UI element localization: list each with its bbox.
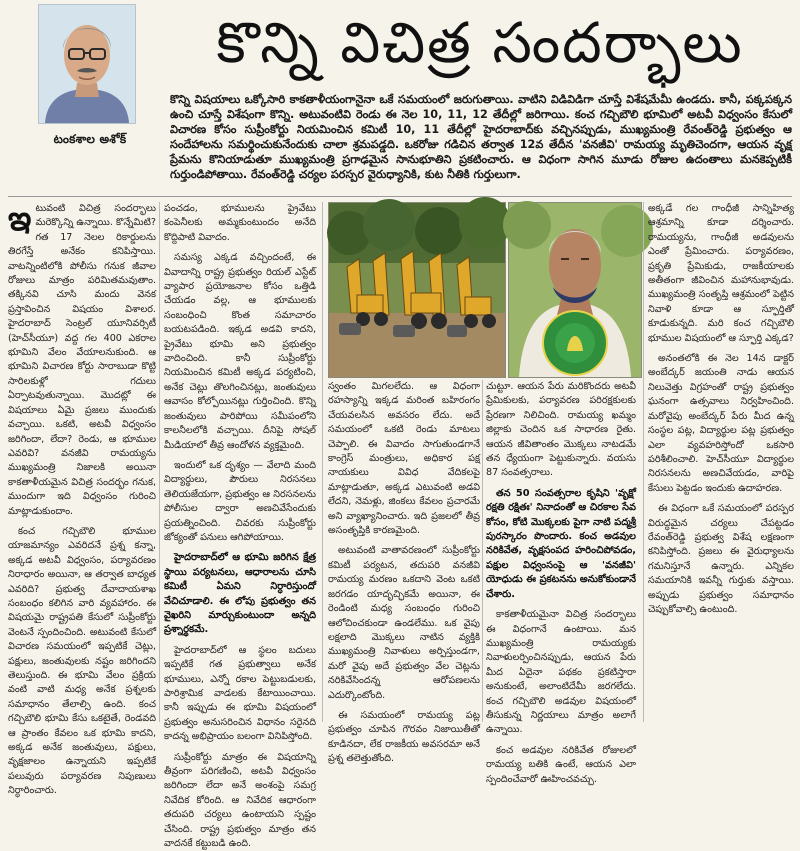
column-5 xyxy=(648,202,794,722)
intro-divider xyxy=(8,196,792,197)
paragraph: స్వంతం మిగలలేదు. ఆ విధంగా రహస్యాన్ని ఇక్కడ మరింత బహిరంగం చేయవలసిన అవసరం లేదు. అదే సమయంలో ఒకటి రెండు మాటలు చెప్పాలి. ఈ వివాదం సాగుతుండగానే కాంగ్రెస్ మంత్రులు, అధికార పక్ష నాయకులు వివిధ వేదికలపై మాట్లాడుతూ, అక్కడ ఎటువంటి అడవి లేదని, నెమళ్లు, జింకలు కేవలం ప్రచారమే అని వ్యాఖ్యానించారు. ఇది ప్రజలలో తీవ్ర అసంతృప్తికి కారణమైంది. xyxy=(328,381,480,537)
column-2 xyxy=(164,202,316,850)
paragraph: ఈ సమయంలో రామయ్య పట్ల ప్రభుత్వం చూపిన గౌరవం నిజాయితీతో కూడినదా, లేక రాజకీయ అవసరమా అనే ప్రశ్న తలెత్తుతోంది. xyxy=(328,709,480,765)
article-headline: కొన్ని విచిత్ర సందర్భాలు xyxy=(216,11,744,76)
paragraph: అనంతలోకి ఈ నెల 14న డాక్టర్ అంబేద్కర్ జయంతి నాడు ఆయన నిలువెత్తు విగ్రహంతో రాష్ట్ర ప్రభుత్వం ఘనంగా ఉత్సవాలు నిర్వహించింది. మరోవైపు అంబేద్కర్ పేరు మీద ఉన్న సంస్థల పట్ల, విద్యార్థుల పట్ల ప్రభుత్వం ఎలా వ్యవహరిస్తోందో ఒకసారి పరిశీలించాలి. హెచ్‌సీయూ విద్యార్థుల నిరసనలను అణచివేయడం, వారిపై కేసులు పెట్టడం ఇందుకు ఉదాహరణ. xyxy=(648,353,794,494)
paragraph: అక్కడే గల గాంధీజీ సాన్నిహిత్య ఆశ్రమాన్ని కూడా దర్శించారు. రామయ్యను, గాంధీజీ అడవులను ఎంతో ప్రేమించారు. పర్యావరణం, ప్రకృతి ప్రేమికుడు, రాజకీయాలకు అతీతంగా జీవించిన మహానుభావుడు. ముఖ్యమంత్రి సంతృప్తి ఆశ్రమంలో పెట్టిన నివాళి కూడా ఆ స్ఫూర్తితో కూడుకున్నది. మరి కంచ గచ్చిబౌలి భూముల విషయంలో ఆ స్ఫూర్తి ఎక్కడ? xyxy=(648,203,794,344)
column-divider xyxy=(322,202,323,722)
paragraph: సమస్య ఎక్కడ వచ్చిందంటే, ఈ వివాదాన్ని రాష్ట్ర ప్రభుత్వం రియల్ ఎస్టేట్ వ్యాపార ప్రయోజనాల కోసం ఒత్తిడి చేయడం వల్ల, ఆ భూములకు సంబంధించి కొంత సమాచారం బయటపడింది. ఇక్కడ అడవి కాదని, ప్రైవేటు భూమి అని ప్రభుత్వం వాదించింది. కానీ సుప్రీంకోర్టు నియమించిన కమిటీ అక్కడ పర్యటించి, అనేక చెట్లు తొలగించినట్లు, జంతువులు ఆవాసం కోల్పోయినట్లు గుర్తించింది. కొన్ని జంతువులు పారిపోయి సమీపంలోని కాలనీలలోకి వచ్చాయి. దీనిపై సోషల్ మీడియాలో తీవ్ర ఆందోళన వ్యక్తమైంది. xyxy=(164,252,316,451)
paragraph: చుట్టూ. ఆయన పేరు మరికొందరు అటవీ ప్రేమికులకు, పర్యావరణ పరిరక్షకులకు ప్రేరణగా నిలిచింది. రామయ్య ఖమ్మం జిల్లాకు చెందిన ఒక సాధారణ రైతు. ఆయన జీవితాంతం మొక్కలు నాటడమే తన ధ్యేయంగా పెట్టుకున్నారు. వయసు 87 సంవత్సరాలు. xyxy=(486,381,636,479)
paragraph: ఇందులో ఒక దృశ్యం — వేలాది మంది విద్యార్థులు, పౌరులు నిరసనలు తెలియజేయగా, ప్రభుత్వం ఆ నిరసనలను పోలీసుల ద్వారా అణచివేసేందుకు ప్రయత్నించింది. చివరకు సుప్రీంకోర్టు జోక్యంతో పనులు ఆగిపోయాయి. xyxy=(164,459,316,543)
column-divider xyxy=(159,202,160,722)
highlight-paragraph: హైదరాబాద్‌లో ఆ భూమి జరిగిన క్షేత్ర స్థాయి పర్యటనలు, ఆధారాలను చూసి కమిటీ ఏమని నిర్ధారిస్తుందో వేచిచూడాలి. ఈ లోపు ప్రభుత్వం తన వైఖరిని మార్చుకుంటుందా అన్నది ప్రశ్నార్థకమే. xyxy=(164,552,316,636)
paragraph: కాకతాళీయమైనా విచిత్ర సందర్భాలు ఈ విధంగానే ఉంటాయి. మన ముఖ్యమంత్రి రామయ్యకు నివాళులర్పించినప్పుడు, ఆయన పేరు మీద ఏదైనా పథకం ప్రకటిస్తారా అనుకుంటే, అలాంటిదేమీ జరగలేదు. కంచ గచ్చిబౌలి అడవుల విషయంలో తీసుకున్న నిర్ణయాలు మాత్రం అలాగే ఉన్నాయి. xyxy=(486,609,636,736)
paragraph: కంచ అడవుల నరికివేత రోజులలో రామయ్య బతికి ఉంటే, ఆయన ఎలా స్పందించేవారో ఊహించవచ్చు. xyxy=(486,744,636,785)
paragraph: ఇటువంటి విచిత్ర సందర్భాలు మరెక్కొన్ని ఉన్నాయి. కొన్నేమిటి? గత 17 నెలల రికార్డులను తిరగేస్తే అనేకం కనిపిస్తాయి. వాటన్నింటిలోకి పోలీసు గనుక జీవాల రోజులు మాత్రం పరిమితమవుతాం. తక్కినవి చూసి మందు వెనక ప్రస్తావించిన విషయం విశాలర. హైదరాబాద్ సెంట్రల్ యూనివర్సిటీ (హెచ్‌సీయూ) వద్ద గల 400 ఎకరాల భూమిని వేలం వేయాలనుకుంది. ఆ భూమిని విచారణ కోర్టు సారాబుడా కొట్టి సారిలకుళ్లో గదులు ఏర్పాటవుతున్నాయి. మొదట్లో ఈ విషయాలు ఏమై ప్రజలు ముందుకు వచ్చాయి. ఒకటి, అటవీ విధ్వంసం జరిగిందా, లేదా? రెండు, ఆ భూముల ఎవరివి? వనజీవి రామయ్యను ముఖ్యమంత్రి నిజాలకి అయినా కాకతాళీయమైన విచిత్ర సందర్భం గనుక, ముందుగా ఇది విధ్వంసం గురించి మాట్లాడుకుందాం. xyxy=(8,199,156,517)
paragraph: అటువంటి వాతావరణంలో సుప్రీంకోర్టు కమిటీ పర్యటన, తదుపరి వనజీవి రామయ్య మరణం ఒకదాని వెంట ఒకటి జరగడం యాదృచ్ఛికమే అయినా, ఈ రెండింటి మధ్య సంబంధం గురించి ఆలోచించకుండా ఉండలేము. ఒక వైపు లక్షలాది మొక్కలు నాటిన వ్యక్తికి ముఖ్యమంత్రి నివాళులు అర్పిస్తుండగా, మరో వైపు అదే ప్రభుత్వం వేల చెట్లను నరికివేసిందన్న ఆరోపణలను ఎదుర్కొంటోంది. xyxy=(328,545,480,701)
column-1 xyxy=(8,199,156,797)
vanajeevi-ramaiah-photo xyxy=(508,202,642,378)
paragraph: పంచడం, భూములను ప్రైవేటు కంపెనీలకు అమ్మకుంటుందం అనేది కొద్దిపాటి వివాదం. xyxy=(164,203,316,243)
column-3 xyxy=(328,380,480,765)
drop-cap: ఇ xyxy=(8,199,32,239)
paragraph: కంచ గచ్చిబౌలి భూముల యాజమాన్యం ఎవరిదనే ప్రశ్న కన్నా, అక్కడ అటవీ విధ్వంసం, పర్యావరణం నిరాధారం అయినా, ఆ తర్వాత బాధ్యత ఎవరిది? ప్రభుత్వ దేవాదాయశాఖ సంబంధం కలిగిన వారి వ్యవహారం. ఈ విషయమై రాష్ట్రపతి కేసులో సుప్రీంకోర్టు వెంటనే స్పందించింది. అటువంటి కేసులో విచారణ సమయంలో ఇప్పటికే చెట్లు, పక్షులు, జంతువులకు నష్టం జరిగిందని తెలుస్తుంది. ఈ భూమి వేలం ప్రక్రియ వంటి వాటి మధ్య అనేక ప్రశ్నలకు సమాధానం తేలాల్సి ఉంది. కంచ గచ్చిబౌలి భూమి కేసు ఒకటైతే, రెండవది ఆ ప్రాంతం కేవలం ఒక భూమి కాదని, అక్కడ అనేక జంతువులు, పక్షులు, వృక్షజాలం ఉన్నాయని ఇప్పటికే పలువురు పర్యావరణ నిపుణులు నిర్ధారించారు. xyxy=(8,525,156,797)
highlight-paragraph: తన 50 సంవత్సరాల కృషిని 'వృక్షో రక్షతి రక్షితః' నినాదంతో ఆ చిరకాల సేవ కోసం, కోటి మొక్కలకు పైగా నాటి పద్మశ్రీ పురస్కారం పొందారు. కంచ అడవుల నరికివేత, వృక్షసంపద హరించిపోవడం, పక్షుల విధ్వంసంపై ఆ 'వనజీవి' యోధుడు ఈ ప్రకటనను అనుకోకుండానే చేశారు. xyxy=(486,487,636,600)
paragraph: హైదరాబాద్‌లో ఆ స్థలం బదులు ఇప్పటికే గత ప్రభుత్వాలు అనేక భూములు, ఎన్నో రకాల పెట్టుబడులకు, పారిశ్రామిక వాడలకు కేటాయించాయి. కానీ ఇప్పుడు ఈ భూమి విషయంలో ప్రభుత్వం అనుసరించిన విధానం సరైనది కాదన్న అభిప్రాయం బలంగా వినిపిస్తోంది. xyxy=(164,644,316,743)
author-byline: టంకశాల అశోక్ xyxy=(53,132,127,146)
paragraph: ఈ విధంగా ఒకే సమయంలో పరస్పర విరుద్ధమైన చర్యలు చేపట్టడం రేవంత్‌రెడ్డి ప్రభుత్వ విశేష లక్షణంగా కనిపిస్తోంది. ప్రజలు ఈ వైరుధ్యాలను గమనిస్తూనే ఉన్నారు. ఎన్నికల సమయానికి ఇవన్నీ గుర్తుకు వస్తాయి. అప్పుడు ప్రభుత్వం సమాధానం చెప్పుకోవాల్సి ఉంటుంది. xyxy=(648,503,794,615)
column-divider xyxy=(643,202,644,722)
column-divider xyxy=(482,380,483,722)
article-intro: కొన్ని విషయాలు ఒక్కోసారి కాకతాళీయంగానైనా ఒకే సమయంలో జరుగుతాయి. వాటిని విడివిడిగా చూస్తే విశేషమేమీ ఉండదు. కానీ, పక్కపక్కన ఉంచి చూస్తే విశేషంగా కొన్ని. అటువంటివి రెండు ఈ నెల 10, 11, 12 తేదీల్లో జరిగాయి. కంచ గచ్చిబౌలి భూమిలో అటవీ విధ్వంసం కేసులో విచారణ కోసం సుప్రీంకోర్టు నియమించిన కమిటీ 10, 11 తేదీల్లో హైదరాబాద్‌కు వచ్చినప్పుడు, ముఖ్యమంత్రి రేవంత్‌రెడ్డి ప్రభుత్వం ఆ సందేహాలను సమర్థించుకునేందుకు చాలా శ్రమపడ్డది. ఒకరోజు గడిచిన తర్వాత 12వ తేదీన 'వనజీవి' రామయ్య మృతిచెందగా, ఆయన వృక్ష ప్రేమను కొనియాడుతూ ముఖ్యమంత్రి ప్రగాఢమైన సానుభూతిని ప్రకటించారు. ఆ విధంగా సాగిన మూడు రోజుల ఉదంతాలు మనకెప్పటికీ గుర్తుండిపోతాయి. రేవంత్‌రెడ్డి చర్యల పరస్పర వైరుధ్యానికి, కుట నీతికి గుర్తులుగా. xyxy=(170,93,792,181)
paragraph: సుప్రీంకోర్టు మాత్రం ఈ విషయాన్ని తీవ్రంగా పరిగణించి, అటవీ విధ్వంసం జరిగిందా లేదా అనే అంశంపై సమగ్ర నివేదిక కోరింది. ఆ నివేదిక ఆధారంగా తదుపరి చర్యలు ఉంటాయని స్పష్టం చేసింది. రాష్ట్ర ప్రభుత్వం మాత్రం తన వాదనకే కట్టుబడి ఉంది. xyxy=(164,751,316,850)
author-portrait xyxy=(38,4,136,124)
column-4 xyxy=(486,380,636,785)
bulldozers-photo xyxy=(328,202,506,378)
